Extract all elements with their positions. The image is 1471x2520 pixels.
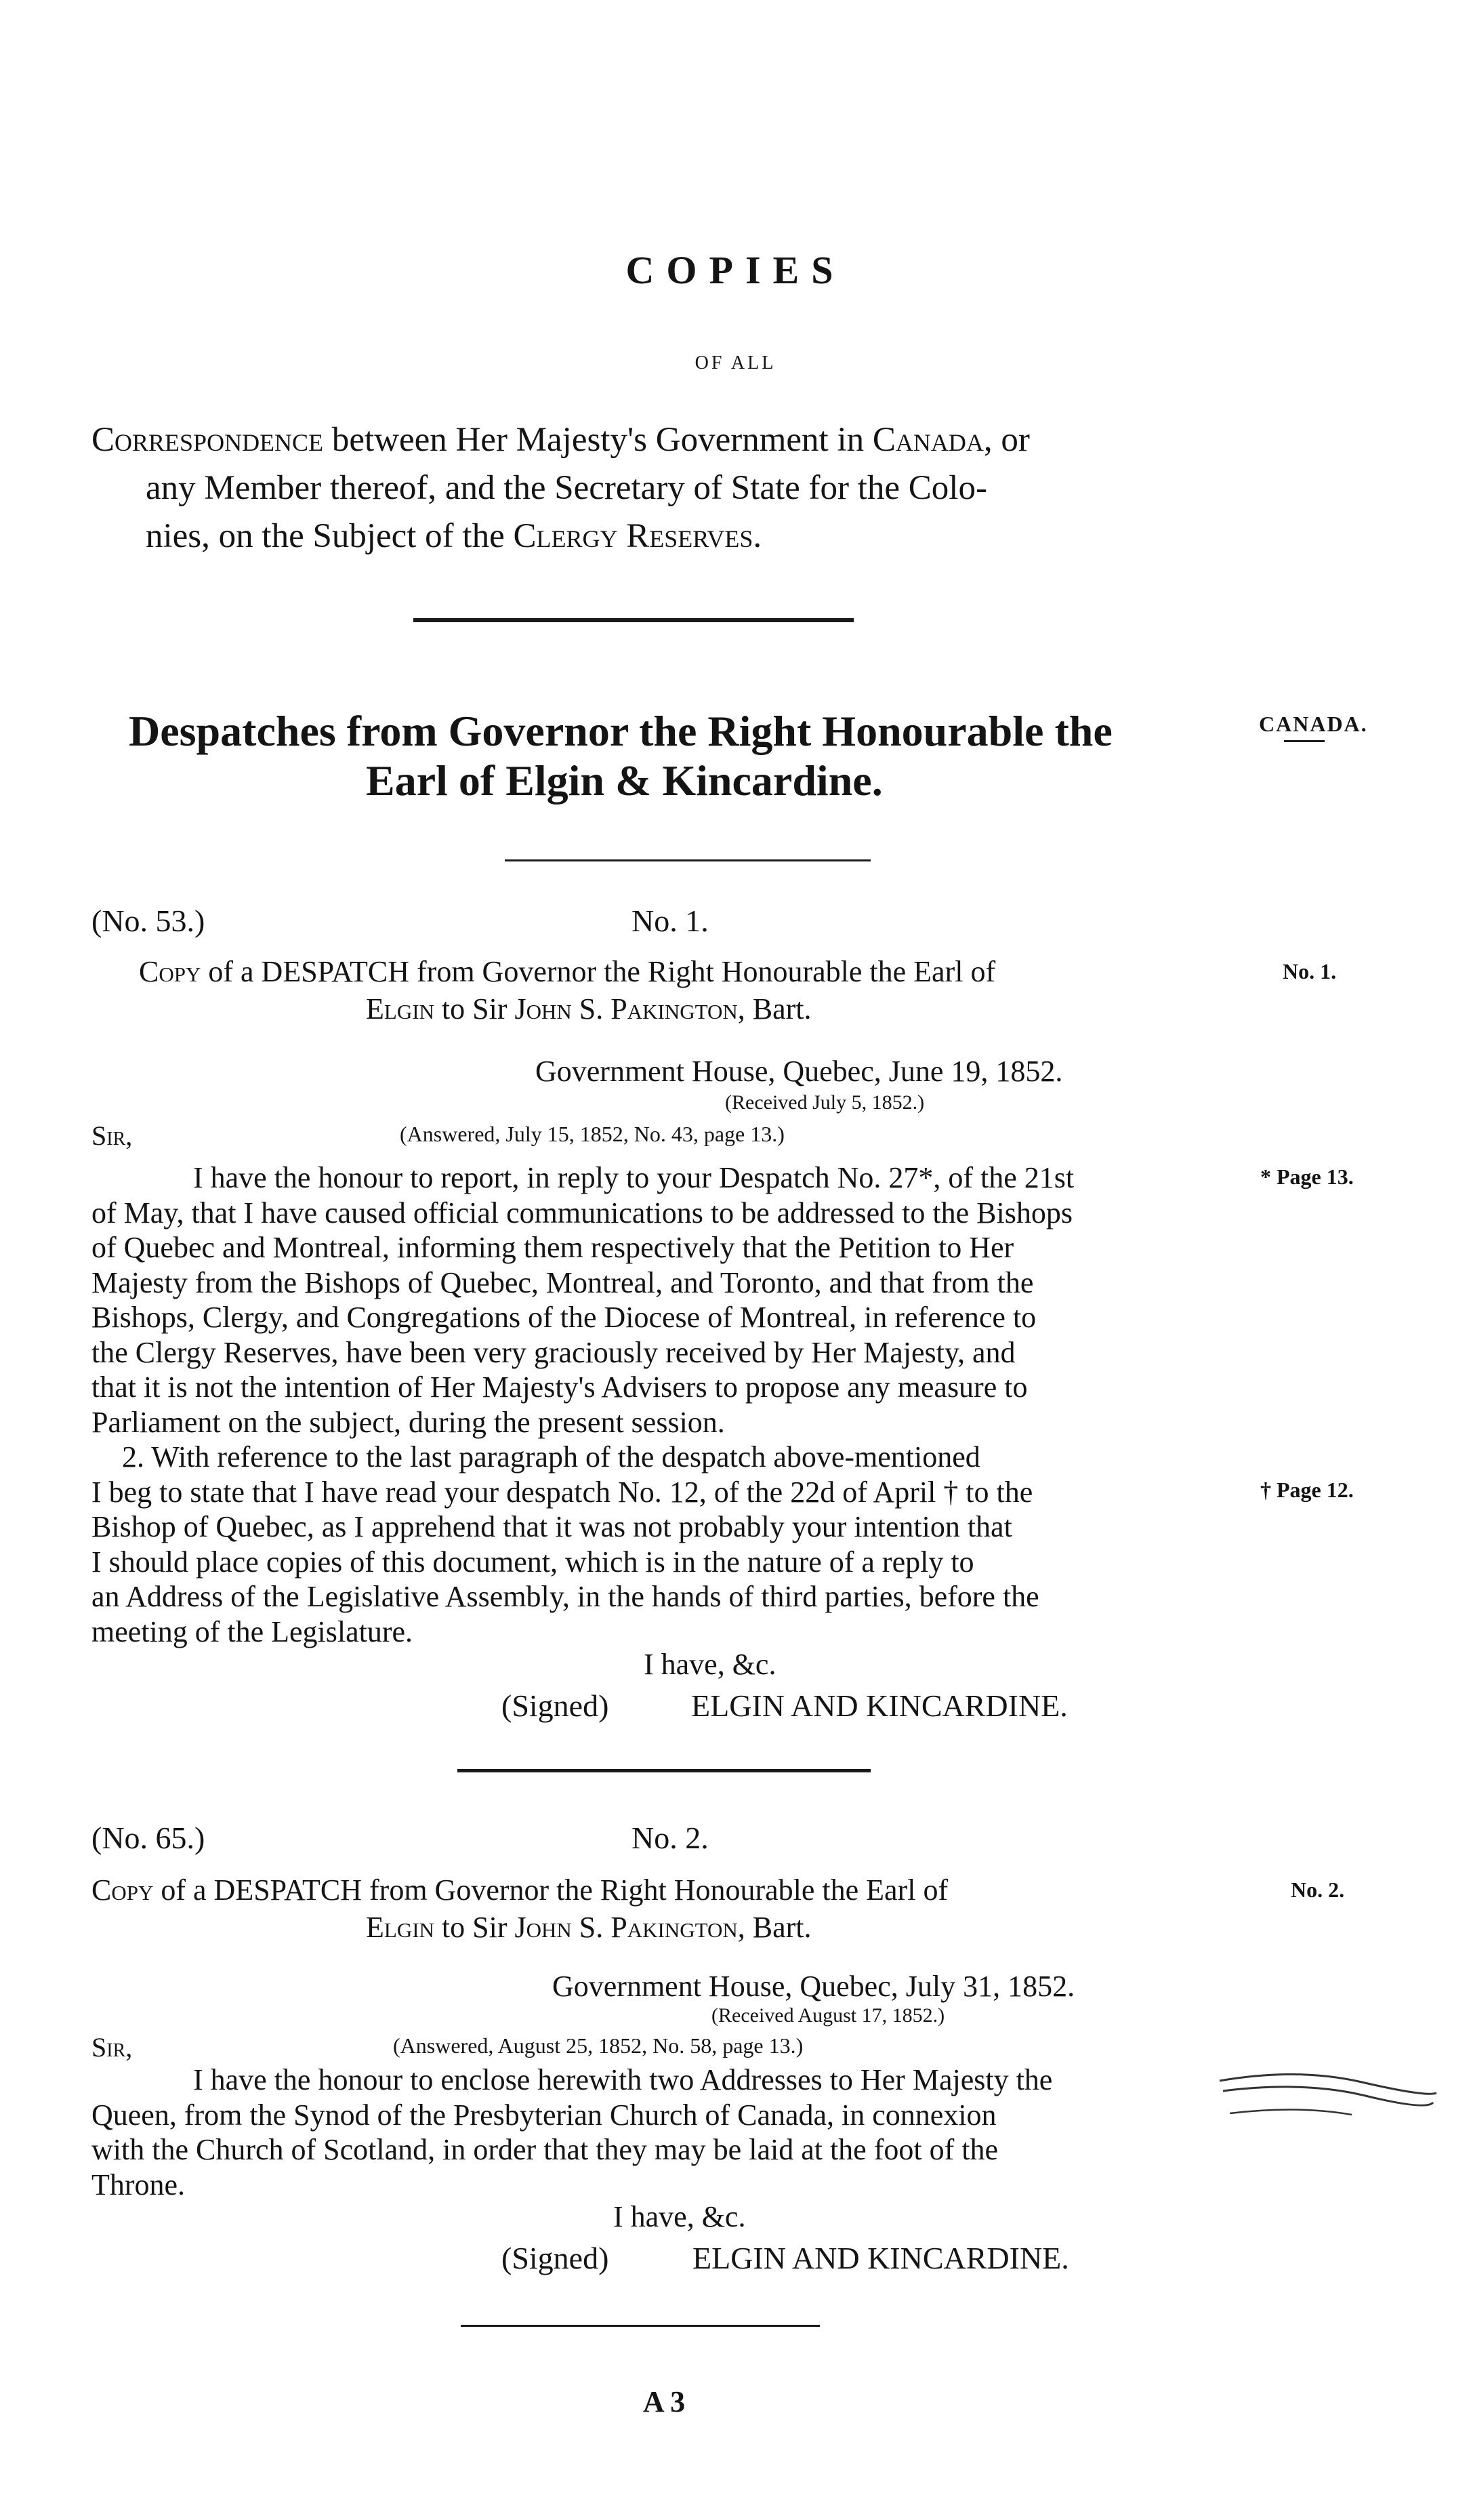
body-line: I should place copies of this document, which is in the nature of a reply to [91, 1545, 974, 1579]
closing: I have, &c. [644, 1648, 776, 1681]
divider-rule [413, 618, 854, 622]
canada-underline [1284, 740, 1325, 742]
intro-line-1 [91, 420, 1030, 460]
signature: ELGIN AND KINCARDINE. [691, 1688, 1068, 1723]
signature-mark: A 3 [642, 2385, 686, 2418]
body-line: Bishops, Clergy, and Congregations of the Diocese of Montreal, in reference to [91, 1301, 1037, 1334]
despatch-addressee [366, 992, 812, 1026]
despatch-body [91, 2062, 1052, 2202]
body-line: Bishop of Quebec, as I apprehend that it was not probably your intention that [91, 1510, 1012, 1543]
signature: ELGIN AND KINCARDINE. [692, 2241, 1069, 2275]
despatches-heading-line-2: Earl of Elgin & Kincardine. [366, 756, 883, 805]
addressee-s: S. [571, 992, 611, 1025]
intro-line-2: any Member thereof, and the Secretary of State for the Colo- [146, 469, 987, 507]
despatch-addressee [366, 1910, 812, 1945]
addressee-s: S. [571, 1911, 611, 1944]
margin-pencil-marks [1216, 2060, 1440, 2121]
addressee-john: John [514, 992, 572, 1025]
addressee-to: to Sir [434, 1911, 515, 1944]
received-note: (Received August 17, 1852.) [711, 2004, 945, 2027]
despatch-ref: (No. 53.) [91, 903, 205, 938]
body-line: the Clergy Reserves, have been very graciously received by Her Majesty, and [91, 1335, 1016, 1369]
answered-note: (Answered, August 25, 1852, No. 58, page 13.) [393, 2033, 804, 2058]
body-line: I have the honour to report, in reply to your Despatch No. 27*, of the 21st [193, 1161, 1075, 1194]
intro-line-3 [146, 516, 762, 556]
copy-word: Copy [91, 1873, 154, 1907]
intro-line3-start: nies, on the Subject of the [146, 517, 514, 555]
despatch-number: No. 1. [631, 903, 709, 938]
margin-despatch-number: No. 1. [1283, 959, 1337, 983]
intro-lead: Correspondence [91, 421, 324, 459]
margin-canada: CANADA. [1259, 712, 1368, 736]
intro-canada: Canada [872, 421, 984, 459]
copy-word: Copy [139, 955, 201, 988]
addressee-elgin: Elgin [366, 992, 434, 1025]
body-line: Queen, from the Synod of the Presbyterian Church of Canada, in connexion [91, 2098, 997, 2132]
intro-clergy-reserves: Clergy Reserves [513, 517, 753, 555]
margin-despatch-number: No. 2. [1291, 1877, 1345, 1902]
addressee-bart: , Bart. [737, 992, 812, 1025]
margin-page-ref: † Page 12. [1260, 1478, 1354, 1502]
despatch-title-text: of a DESPATCH from Governor the Right Honourable the Earl of [153, 1873, 949, 1907]
body-line: meeting of the Legislature. [91, 1614, 413, 1648]
addressee-elgin: Elgin [366, 1911, 434, 1944]
addressee-bart: , Bart. [737, 1911, 812, 1944]
body-line: that it is not the intention of Her Majesty's Advisers to propose any measure to [91, 1370, 1028, 1404]
body-line: 2. With reference to the last paragraph of the despatch above-mentioned [122, 1440, 980, 1474]
margin-page-ref: * Page 13. [1260, 1164, 1354, 1189]
divider-rule [505, 859, 871, 861]
body-line: Majesty from the Bishops of Quebec, Montreal, and Toronto, and that from the [91, 1265, 1034, 1299]
salutation: Sir, [91, 2032, 133, 2062]
answered-note: (Answered, July 15, 1852, No. 43, page 13.) [400, 1122, 785, 1146]
body-line: Throne. [91, 2168, 186, 2201]
received-note: (Received July 5, 1852.) [725, 1091, 925, 1114]
body-line: Parliament on the subject, during the present session. [91, 1405, 725, 1439]
addressee-pakington: Pakington [610, 1911, 738, 1944]
despatch-number: No. 2. [631, 1821, 709, 1855]
closing: I have, &c. [613, 2200, 746, 2233]
body-line: of May, that I have caused official communications to be addressed to the Bishops [91, 1196, 1073, 1229]
body-line: with the Church of Scotland, in order that they may be laid at the foot of the [91, 2133, 998, 2166]
intro-line1-rest: between Her Majesty's Government in [323, 421, 873, 459]
despatch-body [91, 1160, 1074, 1649]
addressee-john: John [514, 1911, 572, 1944]
intro-line1-end: , or [983, 421, 1030, 459]
despatch-ref: (No. 65.) [91, 1821, 205, 1855]
signed-label: (Signed) [501, 2241, 609, 2275]
divider-rule [461, 2325, 820, 2327]
despatch-title [139, 954, 995, 989]
signed-label: (Signed) [501, 1688, 609, 1723]
intro-line3-end: . [753, 517, 762, 555]
body-line: I have the honour to enclose herewith two Addresses to Her Majesty the [193, 2063, 1053, 2096]
page-subtitle: OF ALL [695, 352, 776, 373]
salutation: Sir, [91, 1120, 133, 1151]
despatches-heading-line-1: Despatches from Governor the Right Honourable the [129, 707, 1113, 755]
dateline: Government House, Quebec, June 19, 1852. [535, 1055, 1063, 1088]
body-line: of Quebec and Montreal, informing them respectively that the Petition to Her [91, 1231, 1014, 1264]
divider-rule [457, 1769, 871, 1772]
page-title: COPIES [625, 248, 846, 292]
dateline: Government House, Quebec, July 31, 1852. [552, 1970, 1075, 2003]
despatch-title [91, 1873, 948, 1907]
despatch-title-text: of a DESPATCH from Governor the Right Honourable the Earl of [201, 955, 996, 988]
addressee-pakington: Pakington [610, 992, 738, 1025]
addressee-to: to Sir [434, 992, 515, 1025]
body-line: I beg to state that I have read your despatch No. 12, of the 22d of April † to the [91, 1475, 1033, 1509]
body-line: an Address of the Legislative Assembly, in the hands of third parties, before the [91, 1580, 1039, 1613]
